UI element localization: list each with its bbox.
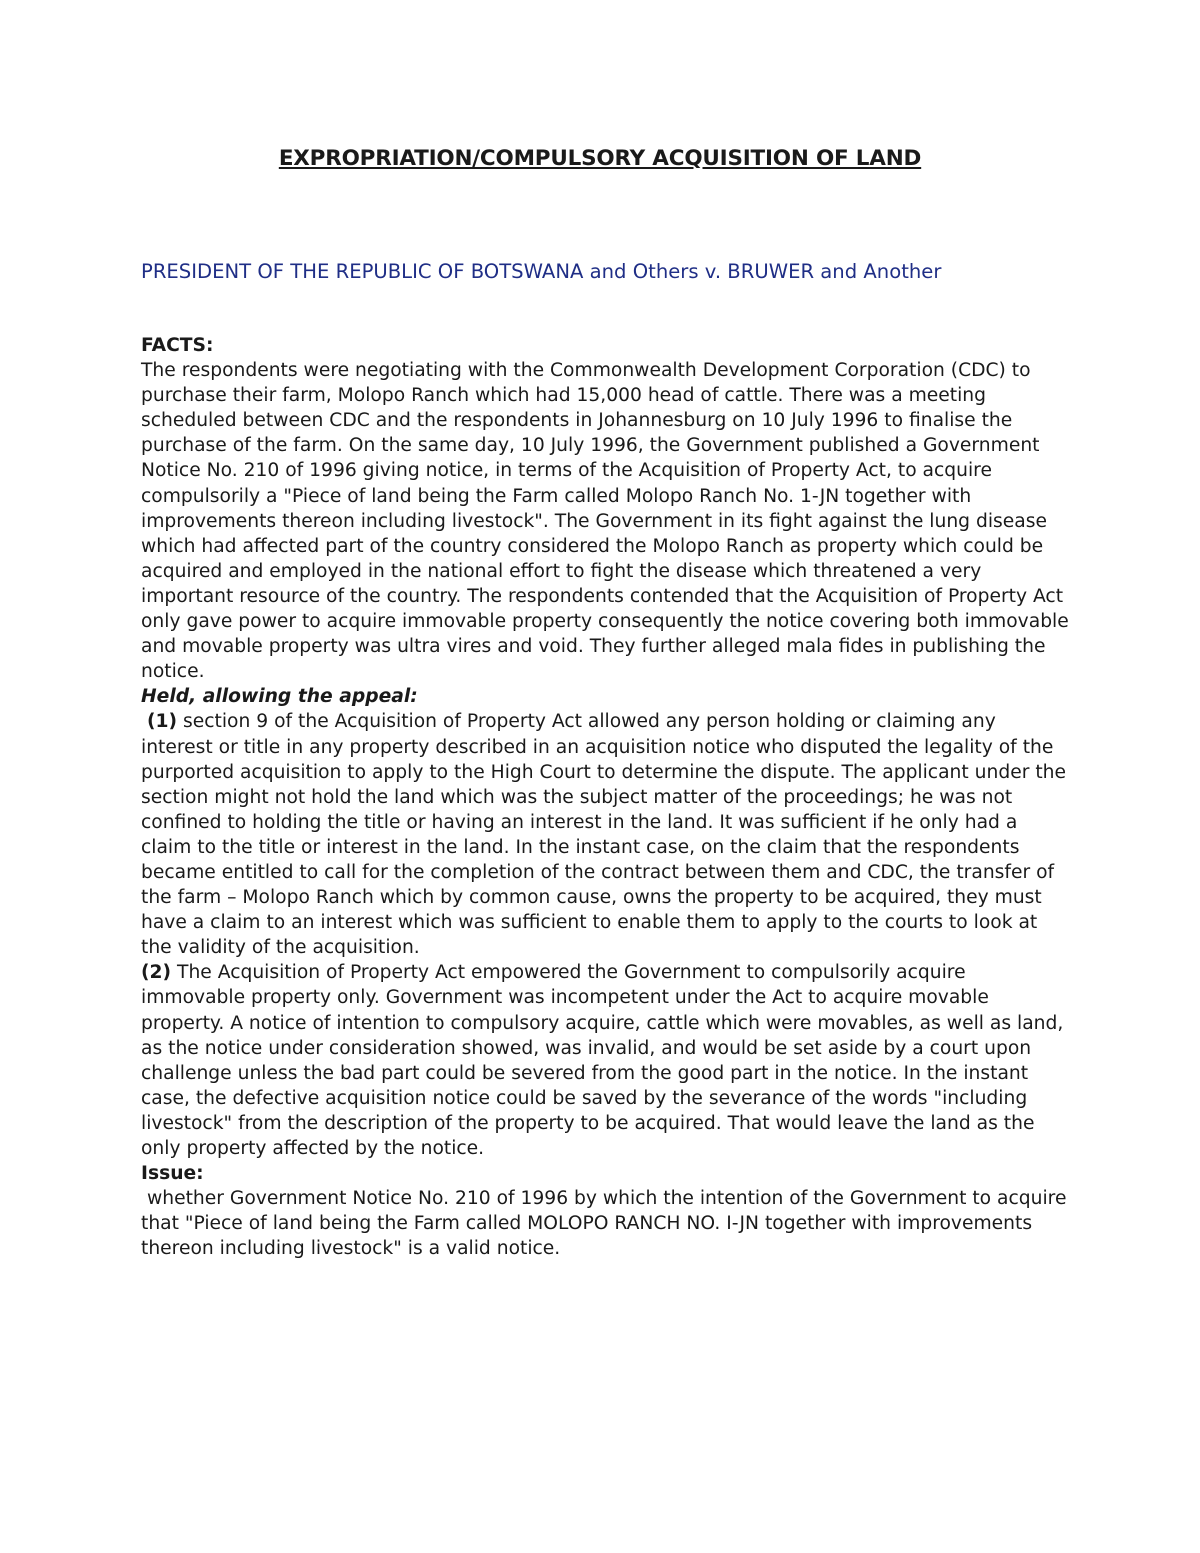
- held-point-2: [141, 960, 1071, 1161]
- issue-heading: Issue:: [141, 1163, 204, 1185]
- held-point-1: [141, 709, 1071, 960]
- held-point-number: (2): [141, 962, 172, 984]
- held-section: [141, 684, 1071, 709]
- held-point-text: section 9 of the Acquisition of Property Act allowed any person holding or claiming any interest or title in any property described in an acquisition notice who disputed the legality of the purported acquisition to apply to the High Court to determine the dispute. The applicant under the section might not hold the land which was the subject matter of the proceedings; he was not confined to holding the title or having an interest in the land. It was sufficient if he only had a claim to the title or interest in the land. In the instant case, on the claim that the respondents became entitled to call for the completion of the contract between them and CDC, the transfer of the farm – Molopo Ranch which by common cause, owns the property to be acquired, they must have a claim to an interest which was sufficient to enable them to apply to the courts to look at the validity of the acquisition.: [141, 711, 1066, 959]
- held-point-number: (1): [146, 711, 178, 733]
- case-title: PRESIDENT OF THE REPUBLIC OF BOTSWANA and Others v. BRUWER and Another: [141, 260, 942, 283]
- facts-section: [141, 333, 1071, 684]
- document-title: EXPROPRIATION/COMPULSORY ACQUISITION OF LAND: [278, 146, 922, 171]
- held-heading: Held, allowing the appeal:: [141, 686, 418, 708]
- document-body: [141, 333, 1071, 1261]
- facts-text: The respondents were negotiating with the Commonwealth Development Corporation (CDC) to purchase their farm, Molopo Ranch which had 15,000 head of cattle. There was a meeting scheduled between CDC and the respondents in Johannesburg on 10 July 1996 to finalise the purchase of the farm. On the same day, 10 July 1996, the Government published a Government Notice No. 210 of 1996 giving notice, in terms of the Acquisition of Property Act, to acquire compulsorily a "Piece of land being the Farm called Molopo Ranch No. 1-JN together with improvements thereon including livestock". The Government in its fight against the lung disease which had affected part of the country considered the Molopo Ranch as property which could be acquired and employed in the national effort to fight the disease which threatened a very important resource of the country. The respondents contended that the Acquisition of Property Act only gave power to acquire immovable property consequently the notice covering both immovable and movable property was ultra vires and void. They further alleged mala fides in publishing the notice.: [141, 360, 1069, 683]
- issue-text: whether Government Notice No. 210 of 1996 by which the intention of the Government to acquire that "Piece of land being the Farm called MOLOPO RANCH NO. I-JN together with improvements thereon including livestock" is a valid notice.: [141, 1188, 1067, 1260]
- held-point-text: The Acquisition of Property Act empowered the Government to compulsorily acquire immovable property only. Government was incompetent under the Act to acquire movable property. A notice of intention to compulsory acquire, cattle which were movables, as well as land, as the notice under consideration showed, was invalid, and would be set aside by a court upon challenge unless the bad part could be severed from the good part in the notice. In the instant case, the defective acquisition notice could be saved by the severance of the words "including livestock" from the description of the property to be acquired. That would leave the land as the only property affected by the notice.: [141, 962, 1064, 1159]
- facts-heading: FACTS:: [141, 335, 214, 356]
- issue-section: [141, 1161, 1071, 1261]
